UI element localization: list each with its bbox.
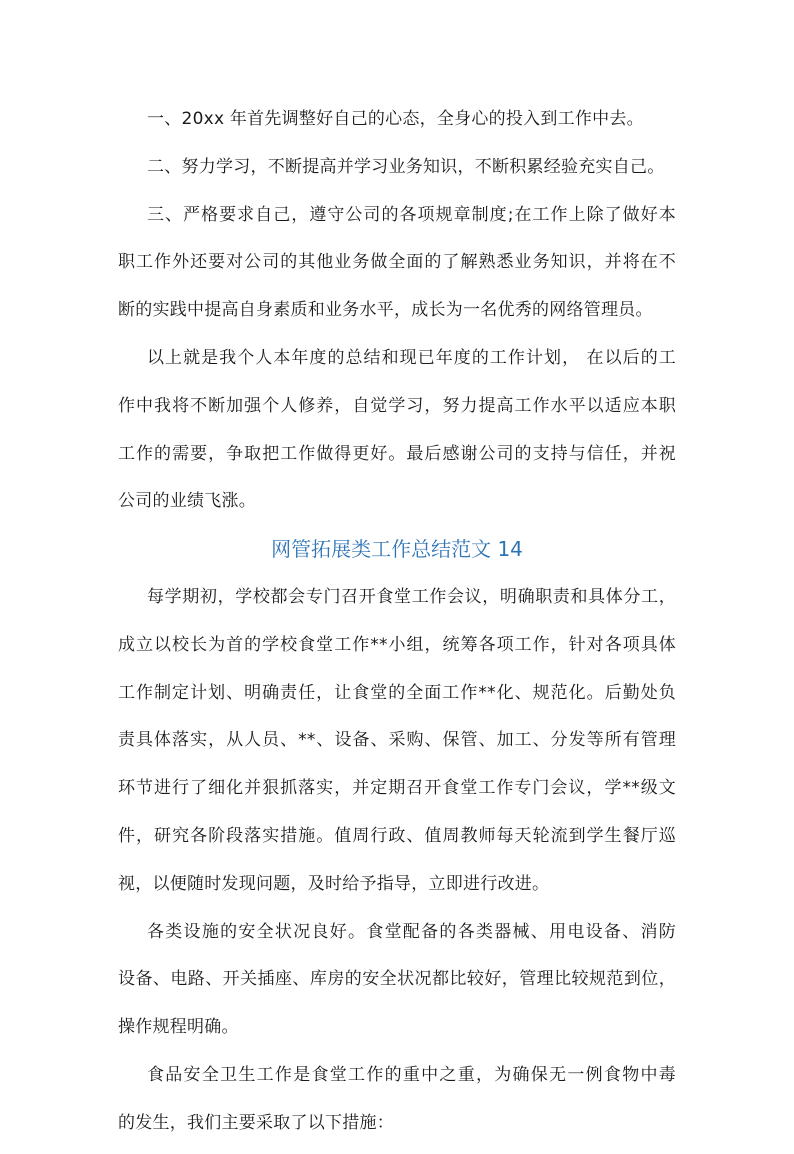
paragraph-5-line-5: 环节进行了细化并狠抓落实，并定期召开食堂工作专门会议，学**级文 (118, 778, 676, 799)
paragraph-4-line-2: 作中我将不断加强个人修养，自觉学习，努力提高工作水平以适应本职 (118, 395, 676, 416)
paragraph-5-line-2: 成立以校长为首的学校食堂工作**小组，统筹各项工作，针对各项具体 (118, 634, 676, 655)
paragraph-6-line-2: 设备、电路、开关插座、库房的安全状况都比较好，管理比较规范到位， (118, 969, 676, 990)
paragraph-7-line-1: 食品安全卫生工作是食堂工作的重中之重，为确保无一例食物中毒 (147, 1064, 676, 1085)
section-heading: 网管拓展类工作总结范文 14 (271, 537, 523, 562)
paragraph-3-line-3: 断的实践中提高自身素质和业务水平，成长为一名优秀的网络管理员。 (118, 300, 653, 321)
paragraph-3-line-2: 职工作外还要对公司的其他业务做全面的了解熟悉业务知识，并将在不 (118, 252, 676, 273)
paragraph-5-line-7: 视，以便随时发现问题，及时给予指导，立即进行改进。 (118, 873, 550, 894)
paragraph-4-line-3: 工作的需要，争取把工作做得更好。最后感谢公司的支持与信任，并祝 (118, 443, 676, 464)
paragraph-5-line-1: 每学期初，学校都会专门召开食堂工作会议，明确职责和具体分工， (147, 586, 676, 607)
paragraph-2-line-1: 二、努力学习，不断提高并学习业务知识，不断积累经验充实自己。 (147, 156, 665, 177)
paragraph-6-line-1: 各类设施的安全状况良好。食堂配备的各类器械、用电设备、消防 (147, 921, 676, 942)
paragraph-6-line-3: 操作规程明确。 (118, 1017, 239, 1038)
paragraph-5-line-3: 工作制定计划、明确责任，让食堂的全面工作**化、规范化。后勤处负 (118, 682, 676, 703)
paragraph-5-line-6: 件，研究各阶段落实措施。值周行政、值周教师每天轮流到学生餐厅巡 (118, 825, 676, 846)
paragraph-1-line-1: 一、20xx 年首先调整好自己的心态，全身心的投入到工作中去。 (147, 109, 644, 129)
paragraph-5-line-4: 责具体落实，从人员、**、设备、采购、保管、加工、分发等所有管理 (118, 730, 676, 751)
paragraph-3-line-1: 三、严格要求自己，遵守公司的各项规章制度;在工作上除了做好本 (147, 204, 676, 225)
paragraph-4-line-1: 以上就是我个人本年度的总结和现已年度的工作计划， 在以后的工 (147, 347, 676, 368)
paragraph-7-line-2: 的发生，我们主要采取了以下措施： (118, 1112, 394, 1133)
document-page (118, 102, 676, 1154)
paragraph-4-line-4: 公司的业绩飞涨。 (118, 491, 256, 512)
